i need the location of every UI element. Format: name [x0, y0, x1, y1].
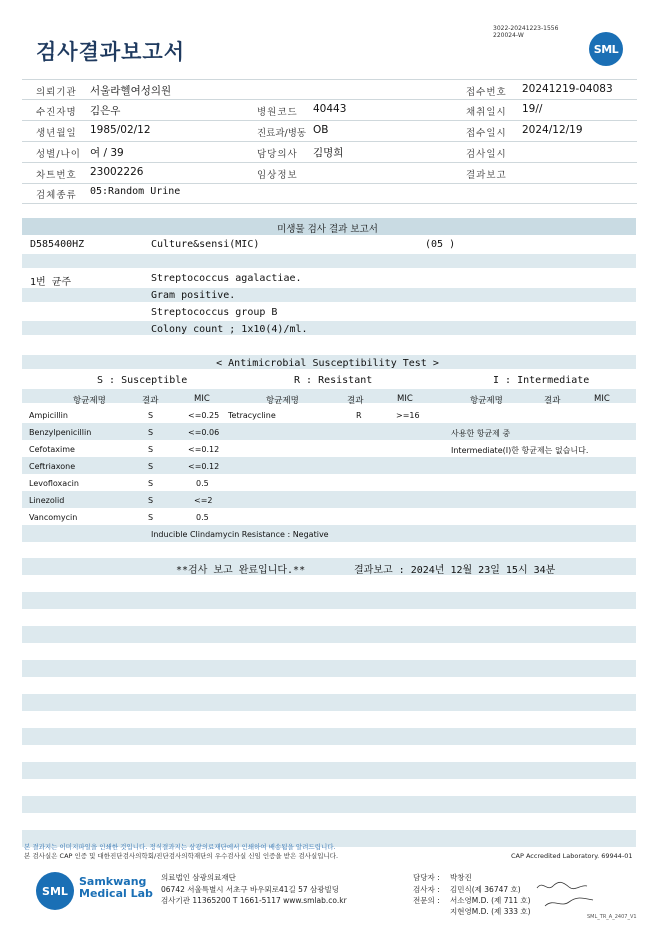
drug-name: Benzylpenicillin [29, 428, 92, 437]
chart-no-label: 차트번호 [36, 170, 77, 181]
specialist-label: 전문의 : [413, 896, 440, 905]
drug-mic: <=0.12 [188, 445, 220, 454]
reference-code-1: 3022-20241223-1556 [493, 25, 559, 32]
col-drug-header: 항균제명 [73, 396, 106, 406]
specimen-value: 05:Random Urine [90, 186, 181, 197]
organism-line: Streptococcus group B [151, 307, 278, 318]
drug-result: S [148, 513, 154, 522]
tester-label: 검사자 : [413, 885, 440, 894]
clinical-info-label: 임상정보 [257, 170, 298, 181]
test-date-label: 검사일시 [466, 149, 507, 160]
intermediate-note-2: Intermediate(I)한 항균제는 없습니다. [451, 446, 589, 455]
drug-name: Cefotaxime [29, 445, 75, 454]
divider [22, 183, 637, 184]
divider [22, 162, 637, 163]
chart-no-value: 23002226 [90, 166, 144, 178]
page-title: 검사결과보고서 [36, 40, 186, 64]
drug-result: S [148, 496, 154, 505]
organism-line: Colony count ; 1x10(4)/ml. [151, 324, 308, 335]
result-report-label: 결과보고 [466, 170, 507, 181]
drug-result: S [148, 411, 154, 420]
legend-susceptible: S : Susceptible [97, 375, 188, 386]
cap-accreditation: CAP Accredited Laboratory. 69944-01 [511, 852, 633, 860]
footer-logo-line-2: Medical Lab [79, 887, 153, 900]
col-result-header: 결과 [142, 396, 159, 406]
name-value: 김은우 [90, 105, 121, 117]
row-band [22, 525, 636, 542]
col-result-header: 결과 [544, 396, 561, 406]
specimen-label: 검체종류 [36, 190, 77, 201]
organism-line: Gram positive. [151, 290, 236, 301]
collect-date-value: 19// [522, 103, 543, 115]
signature-icon [535, 878, 595, 910]
dob-label: 생년월일 [36, 128, 77, 139]
manager-label: 담당자 : [413, 873, 440, 882]
legend-resistant: R : Resistant [294, 375, 373, 386]
divider [22, 79, 637, 80]
org-address: 06742 서울특별시 서초구 바우뫼로41길 57 삼광빌딩 [161, 885, 340, 894]
clinic-label: 의뢰기관 [36, 87, 77, 98]
receipt-date-value: 2024/12/19 [522, 124, 583, 136]
disclaimer-1: 본 결과지는 이미지파일을 인쇄한 것입니다. 정식결과지는 삼광의료재단에서 인쇄하여 배송됨을 알려드립니다. [24, 843, 336, 851]
drug-mic: <=0.25 [188, 411, 220, 420]
reference-codes [493, 25, 558, 39]
specialist-1: 서소영M.D. (제 711 호) [450, 896, 531, 905]
receipt-date-label: 접수일시 [466, 128, 507, 139]
test-name: Culture&sensi(MIC) [151, 239, 260, 250]
report-complete: **검사 보고 완료입니다.** [176, 565, 306, 576]
reference-code-2: 220024-W [493, 32, 524, 39]
row-band [22, 288, 636, 302]
footer-logo-text [79, 876, 153, 900]
drug-name: Linezolid [29, 496, 65, 505]
divider [22, 141, 637, 142]
sex-age-value: 여 / 39 [90, 147, 124, 159]
clinic-value: 서울라헬여성의원 [90, 85, 172, 97]
col-mic-header: MIC [397, 394, 413, 404]
drug-name: Tetracycline [228, 411, 276, 420]
divider [22, 203, 637, 204]
organism-line: Streptococcus agalactiae. [151, 273, 302, 284]
divider [22, 99, 637, 100]
row-band [22, 321, 636, 335]
legend-intermediate: I : Intermediate [493, 375, 590, 386]
footer-logo-line-1: Samkwang [79, 875, 147, 888]
sex-age-label: 성별/나이 [36, 149, 81, 160]
dept-label: 진료과/병동 [257, 128, 307, 139]
divider [22, 120, 637, 121]
drug-mic: 0.5 [196, 513, 209, 522]
row-band [22, 254, 636, 268]
drug-result: R [356, 411, 362, 420]
section-title: 미생물 검사 결과 보고서 [277, 224, 378, 235]
test-number: (05 ) [425, 239, 456, 250]
hospital-code-label: 병원코드 [257, 107, 298, 118]
empty-row-band [22, 626, 636, 643]
drug-mic: >=16 [396, 411, 420, 420]
hospital-code-value: 40443 [313, 103, 347, 115]
empty-row-band [22, 694, 636, 711]
empty-row-band [22, 728, 636, 745]
org-name: 의료법인 삼광의료재단 [161, 873, 236, 882]
row-band [22, 457, 636, 474]
col-result-header: 결과 [347, 396, 364, 406]
report-time: 결과보고 : 2024년 12월 23일 15시 34분 [354, 565, 556, 576]
ast-title: < Antimicrobial Susceptibility Test > [216, 358, 439, 369]
drug-name: Levofloxacin [29, 479, 79, 488]
doctor-label: 담당의사 [257, 149, 298, 160]
drug-result: S [148, 462, 154, 471]
collect-date-label: 채취일시 [466, 107, 507, 118]
empty-row-band [22, 592, 636, 609]
col-drug-header: 항균제명 [266, 396, 299, 406]
specialist-2: 지현영M.D. (제 333 호) [450, 907, 531, 916]
drug-result: S [148, 445, 154, 454]
form-code: SML_TR_A_2407_V1 [587, 914, 637, 920]
receipt-no-value: 20241219-04083 [522, 83, 613, 95]
tester-name: 김민식(제 36747 호) [450, 885, 521, 894]
org-contact: 검사기관 11365200 T 1661-5117 www.smlab.co.kr [161, 896, 347, 905]
drug-mic: <=2 [194, 496, 213, 505]
col-mic-header: MIC [594, 394, 610, 404]
test-code: D585400HZ [30, 239, 85, 250]
intermediate-note-1: 사용한 항균제 중 [451, 429, 511, 438]
empty-row-band [22, 762, 636, 779]
drug-mic: <=0.12 [188, 462, 220, 471]
disclaimer-2: 본 검사실은 CAP 인증 및 대한진단검사의학회/진단검사의학재단의 우수검사실 신임 인증을 받은 검사실입니다. [24, 852, 339, 860]
drug-mic: <=0.06 [188, 428, 220, 437]
receipt-no-label: 접수번호 [466, 87, 507, 98]
name-label: 수진자명 [36, 107, 77, 118]
drug-mic: 0.5 [196, 479, 209, 488]
empty-row-band [22, 796, 636, 813]
row-band [22, 491, 636, 508]
empty-row-band [22, 660, 636, 677]
col-mic-header: MIC [194, 394, 210, 404]
col-drug-header: 항균제명 [470, 396, 503, 406]
drug-name: Ampicillin [29, 411, 68, 420]
dob-value: 1985/02/12 [90, 124, 151, 136]
sml-logo: SML [589, 32, 623, 66]
drug-name: Ceftriaxone [29, 462, 76, 471]
organism-label: 1번 균주 [30, 277, 72, 288]
drug-result: S [148, 479, 154, 488]
row-band [22, 423, 636, 440]
dept-value: OB [313, 124, 329, 136]
manager-name: 박창진 [450, 873, 472, 882]
footer-logo-mark: SML [36, 872, 74, 910]
clindamycin-note: Inducible Clindamycin Resistance : Negative [151, 530, 329, 539]
drug-name: Vancomycin [29, 513, 78, 522]
doctor-value: 김명희 [313, 147, 344, 159]
drug-result: S [148, 428, 154, 437]
